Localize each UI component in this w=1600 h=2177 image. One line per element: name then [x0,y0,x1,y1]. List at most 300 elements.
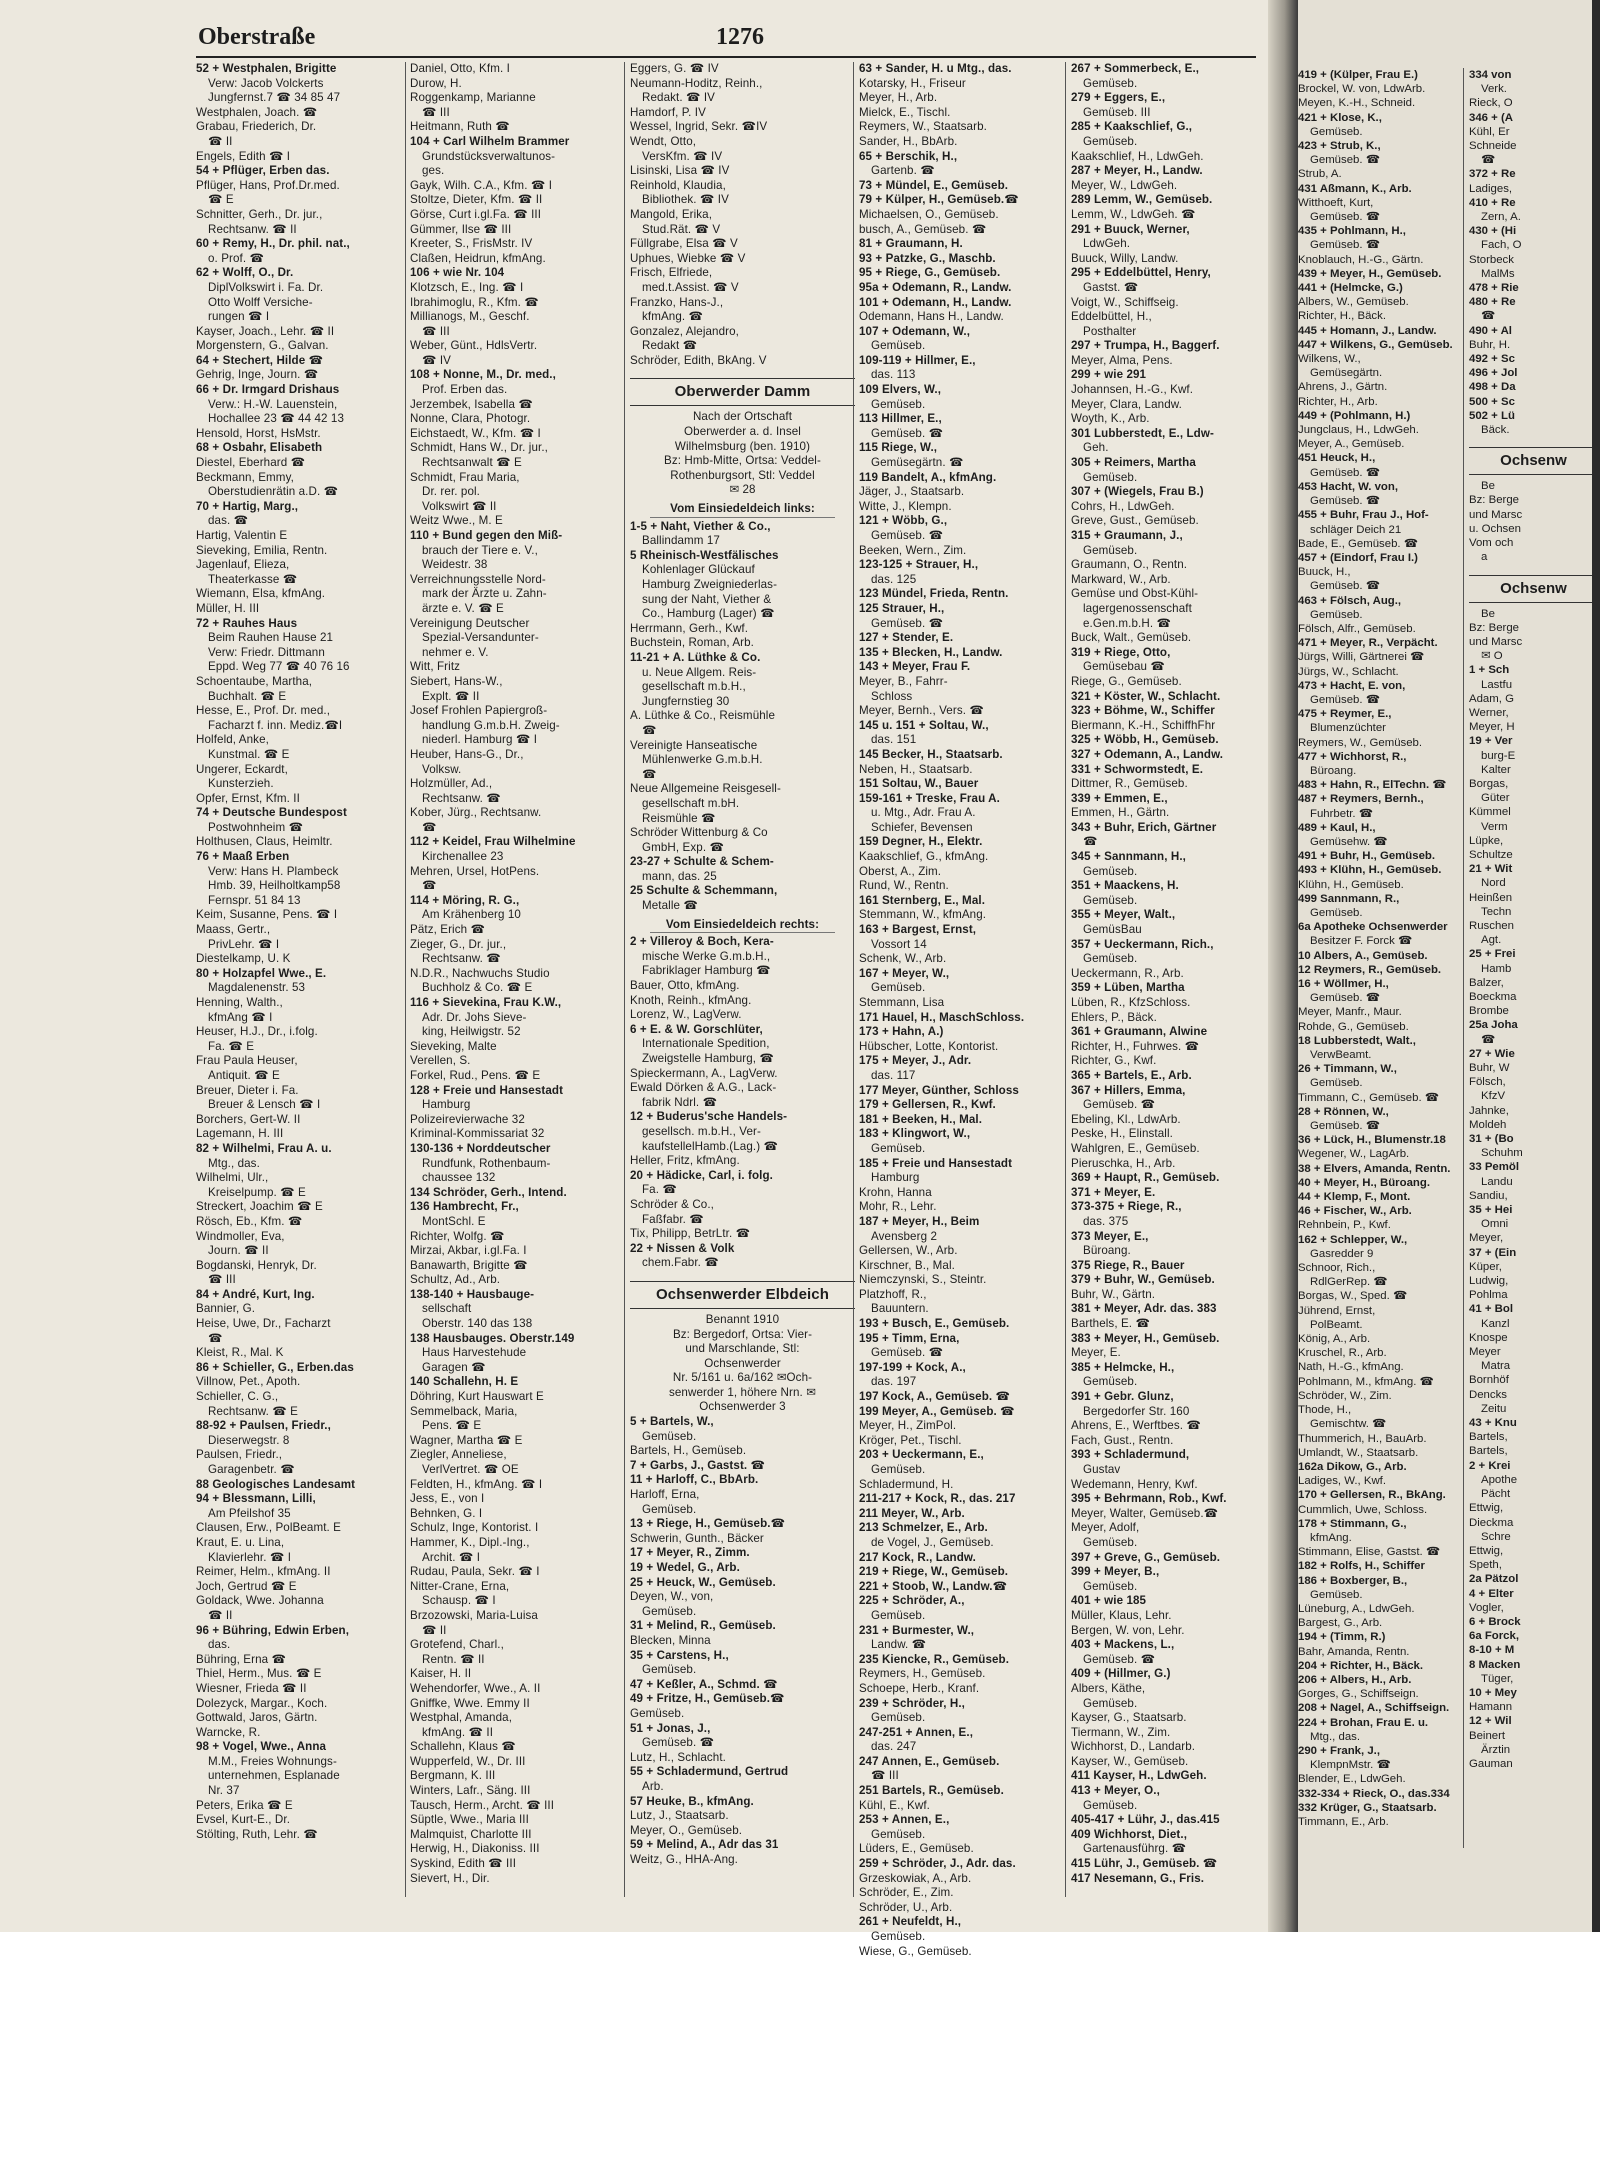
house-number-entry: 125 Strauer, H., [859,601,945,615]
entry-continuation: Internationale Spedition, [642,1037,770,1051]
entry-continuation: VerwBeamt. [1310,1049,1372,1062]
entry-continuation: ☎ III [422,324,450,338]
resident-entry: Mirzai, Akbar, i.gl.Fa. I [410,1244,527,1258]
entry-continuation: Bauuntern. [871,1302,929,1316]
house-number-entry: 44 + Klemp, F., Mont. [1298,1191,1411,1204]
entry-continuation: ✉ O [1481,650,1503,663]
house-number-entry: 52 + Westphalen, Brigitte [196,62,337,75]
resident-entry: Joch, Gertrud ☎ E [196,1579,297,1593]
house-number-entry: 13 + Riege, H., Gemüseb.☎ [630,1517,786,1531]
entry-continuation: Spezial-Versandunter- [422,631,539,645]
house-number-entry: 405-417 + Lühr, J., das.415 [1071,1813,1220,1827]
house-number-entry: 76 + Maaß Erben [196,850,290,864]
house-number-entry: 319 + Riege, Otto, [1071,645,1171,659]
entry-continuation: Gemüseb. [1083,1579,1138,1593]
entry-continuation: Kirchenallee 23 [422,850,504,864]
resident-entry: Hensold, Horst, HsMstr. [196,426,321,440]
house-number-entry: 371 + Meyer, E. [1071,1185,1156,1199]
house-number-entry: 417 Nesemann, G., Fris. [1071,1871,1205,1885]
resident-entry: Diestelkamp, U. K [196,952,291,966]
resident-entry: Ludwig, [1469,1275,1509,1288]
entry-continuation: Kanzl [1481,1317,1510,1330]
house-number-entry: 60 + Remy, H., Dr. phil. nat., [196,237,350,251]
house-number-entry: 327 + Odemann, A., Landw. [1071,747,1224,761]
resident-entry: Brzozowski, Maria-Luisa [410,1608,538,1622]
street-info-line: Wilhelmsburg (ben. 1910) [674,439,811,453]
entry-continuation: ☎ [642,767,657,781]
house-number-entry: 25a Joha [1469,1019,1518,1032]
house-number-entry: 213 Schmelzer, E., Arb. [859,1521,988,1535]
house-number-entry: 123-125 + Strauer, H., [859,558,979,572]
entry-continuation: Mühlenwerke G.m.b.H. [642,753,763,767]
house-number-entry: 193 + Busch, E., Gemüseb. [859,1317,1010,1331]
house-number-entry: 112 + Keidel, Frau Wilhelmine [410,835,576,849]
resident-entry: Lutz, J., Staatsarb. [630,1809,729,1823]
house-number-entry: 54 + Pflüger, Erben das. [196,164,330,178]
resident-entry: Heuber, Hans-G., Dr., [410,747,524,761]
house-number-entry: 334 von [1469,69,1512,81]
house-number-entry: 109 Elvers, W., [859,383,942,397]
house-number-entry: 289 Lemm, W., Gemüseb. [1071,193,1213,207]
resident-entry: Mehren, Ursel, HotPens. [410,864,540,878]
house-number-entry: 217 Kock, R., Landw. [859,1550,976,1564]
side-subheading: Vom Einsiedeldeich links: [650,502,835,518]
house-number-entry: 109-119 + Hillmer, E., [859,353,976,367]
house-number-entry: 82 + Wilhelmi, Frau A. u. [196,1141,332,1155]
street-section-heading: Ochsenw [1469,447,1598,475]
house-number-entry: 381 + Meyer, Adr. das. 383 [1071,1302,1217,1316]
resident-entry: Richter, Wolfg. ☎ [410,1229,505,1243]
entry-continuation: ☎ III [422,105,450,119]
resident-entry: Verreichnungsstelle Nord- [410,572,546,586]
entry-continuation: VersKfm. ☎ IV [642,149,723,163]
house-number-entry: 159-161 + Treske, Frau A. [859,791,1000,805]
resident-entry: Meyer, E. [1071,1346,1121,1360]
entry-continuation: ☎ IV [422,353,452,367]
entry-continuation: Bäck. [1481,424,1510,437]
resident-entry: Wagner, Martha ☎ E [410,1433,523,1447]
resident-entry: Gayk, Wilh. C.A., Kfm. ☎ I [410,178,553,192]
resident-entry: Meyer, Bernh., Vers. ☎ [859,704,984,718]
entry-continuation: Breuer & Lensch ☎ I [208,1098,321,1112]
resident-entry: Polizeirevierwache 32 [410,1112,525,1126]
house-number-entry: 81 + Graumann, H. [859,237,963,251]
entry-continuation: Garagen ☎ [422,1360,486,1374]
resident-entry: Gauman [1469,1757,1513,1770]
entry-continuation: ☎ [422,879,437,893]
resident-entry: Rösch, Eb., Kfm. ☎ [196,1214,303,1228]
house-number-entry: 1 + Sch [1469,664,1510,677]
entry-continuation: das. 247 [871,1740,917,1754]
entry-continuation: RdlGerRep. ☎ [1310,1276,1388,1289]
house-number-entry: 41 + Bol [1469,1303,1513,1316]
resident-entry: Tausch, Herm., Archt. ☎ III [410,1798,555,1812]
resident-entry: Oberst, A., Zim. [859,864,942,878]
resident-entry: Bannier, G. [196,1302,256,1316]
resident-entry: Meyer, B., Fahrr- [859,674,948,688]
resident-entry: Pohlmann, M., kfmAng. ☎ [1298,1375,1434,1388]
entry-continuation: Rechtsanw. ☎ II [208,222,297,236]
entry-continuation: o. Prof. ☎ [208,251,265,265]
house-number-entry: 235 Kiencke, R., Gemüseb. [859,1652,1010,1666]
house-number-entry: 379 + Buhr, W., Gemüseb. [1071,1273,1215,1287]
house-number-entry: 423 + Strub, K., [1298,140,1381,153]
entry-continuation: kfmAng ☎ I [208,1010,273,1024]
resident-entry: Fölsch, [1469,1076,1506,1089]
resident-entry: Lüneburg, A., LdwGeh. [1298,1602,1415,1615]
resident-entry: Wedemann, Henry, Kwf. [1071,1477,1198,1491]
resident-entry: Claßen, Heidrun, kfmAng. [410,251,546,265]
resident-entry: Gemüseb. [630,1706,685,1720]
resident-entry: Kröger, Pet., Tischl. [859,1433,962,1447]
entry-continuation: Matra [1481,1360,1511,1373]
resident-entry: Sieveking, Emilia, Rentn. [196,543,328,557]
resident-entry: Neben, H., Staatsarb. [859,762,973,776]
entry-continuation: Redakt ☎ [642,339,698,353]
house-number-entry: 498 + Da [1469,381,1516,394]
resident-entry: Buuck, Willy, Landw. [1071,251,1179,265]
house-number-entry: 430 + (Hi [1469,225,1517,238]
resident-entry: Meyer, A., Gemüseb. [1298,438,1405,451]
entry-continuation: chaussee 132 [422,1171,496,1185]
resident-entry: Herrmann, Gerh., Kwf. [630,621,749,635]
resident-entry: Ahrens, E., Werftbes. ☎ [1071,1419,1201,1433]
resident-entry: Mohr, R., Lehr. [859,1200,937,1214]
resident-entry: Kayser, G., Staatsarb. [1071,1711,1187,1725]
entry-continuation: Pens. ☎ E [422,1419,482,1433]
house-number-entry: 135 + Blecken, H., Landw. [859,645,1003,659]
resident-entry: Moldeh [1469,1118,1507,1131]
house-number-entry: 492 + Sc [1469,353,1515,366]
resident-entry: Meyer, H., ZimPol. [859,1419,957,1433]
resident-entry: Ladiges, W., Kwf. [1298,1475,1386,1488]
resident-entry: Meyer, H [1469,721,1515,734]
resident-entry: Platzhoff, R., [859,1287,927,1301]
entry-continuation: Jungfernst.7 ☎ 34 85 47 [208,91,341,105]
entry-continuation: ärzte e. V. ☎ E [422,601,504,615]
resident-entry: Heuser, H.J., Dr., i.folg. [196,1025,318,1039]
house-number-entry: 175 + Meyer, J., Adr. [859,1054,972,1068]
house-number-entry: 449 + (Pohlmann, H.) [1298,409,1411,422]
house-number-entry: 478 + Rie [1469,282,1519,295]
resident-entry: Wehendorfer, Wwe., A. II [410,1681,541,1695]
resident-entry: Jürgs, W., Schlacht. [1298,665,1399,678]
house-number-entry: 197-199 + Kock, A., [859,1360,966,1374]
entry-continuation: Gemüseb. ☎ [1310,580,1380,593]
house-number-entry: 199 Meyer, A., Gemüseb. ☎ [859,1404,1015,1418]
house-number-entry: 6a Forck, [1469,1630,1520,1643]
entry-continuation: Gemüseb. [1083,864,1138,878]
house-number-entry: 35 + Hei [1469,1204,1513,1217]
entry-continuation: Ballindamm 17 [642,534,720,548]
house-number-entry: 413 + Meyer, O., [1071,1784,1160,1798]
resident-entry: Kayser, Joach., Lehr. ☎ II [196,324,335,338]
entry-continuation: Gemüseb. [871,981,926,995]
house-number-entry: 94 + Blessmann, Lilli, [196,1492,316,1506]
resident-entry: Feldten, H., kfmAng. ☎ I [410,1477,543,1491]
entry-continuation: DiplVolkswirt i. Fa. Dr. [208,280,324,294]
entry-continuation: Tüger, [1481,1672,1514,1685]
directory-column-5 [1065,62,1271,1897]
resident-entry: Winters, Lafr., Säng. III [410,1784,531,1798]
house-number-entry: 441 + (Helmcke, G.) [1298,282,1403,295]
resident-entry: Buhr, W [1469,1062,1510,1074]
entry-continuation: Agt. [1481,934,1502,947]
house-number-entry: 475 + Reymer, E., [1298,708,1392,721]
house-number-entry: 493 + Klühn, H., Gemüseb. [1298,864,1442,877]
entry-continuation: Gemüseb. ☎ [1310,466,1380,479]
house-number-entry: 107 + Odemann, W., [859,324,971,338]
resident-entry: Kayser, W., Gemüseb. [1071,1754,1189,1768]
entry-continuation: Gastst. ☎ [1083,280,1139,294]
resident-entry: Adam, G [1469,692,1514,705]
resident-entry: Frisch, Elfriede, [630,266,713,280]
resident-entry: Ladiges, [1469,182,1513,195]
resident-entry: Malmquist, Charlotte III [410,1827,532,1841]
house-number-entry: 95a + Odemann, R., Landw. [859,280,1012,294]
resident-entry: Borgas, [1469,777,1509,790]
resident-entry: Grabau, Friederich, Dr. [196,120,317,134]
house-number-entry: 46 + Fischer, W., Arb. [1298,1205,1412,1218]
entry-continuation: Gemüseb. [871,1141,926,1155]
resident-entry: Rudau, Paula, Sekr. ☎ I [410,1565,540,1579]
resident-entry: Lemm, W., LdwGeh. ☎ [1071,207,1196,221]
entry-continuation: Fabriklager Hamburg ☎ [642,964,771,978]
house-number-entry: 138 Hausbauges. Oberstr.149 [410,1331,575,1345]
resident-entry: Richter, G., Kwf. [1071,1054,1157,1068]
entry-continuation: KlempnMstr. ☎ [1310,1759,1391,1772]
entry-continuation: Nr. 37 [208,1784,240,1798]
house-number-entry: 170 + Gellersen, R., BkAng. [1298,1489,1446,1502]
entry-continuation: Gemüseb. [871,339,926,353]
entry-continuation: mann, das. 25 [642,869,717,883]
resident-entry: Witte, J., Klempn. [859,499,952,513]
house-number-entry: 211-217 + Kock, R., das. 217 [859,1492,1016,1506]
house-number-entry: 121 + Wöbb, G., [859,514,948,528]
resident-entry: Peters, Erika ☎ E [196,1798,293,1812]
resident-entry: Blecken, Minna [630,1633,711,1647]
house-number-entry: 447 + Wilkens, G., Gemüseb. [1298,338,1453,351]
house-number-entry: 339 + Emmen, E., [1071,791,1168,805]
resident-entry: Buuck, H., [1298,566,1351,579]
directory-column-1 [196,62,401,1897]
house-number-entry: 297 + Trumpa, H., Baggerf. [1071,339,1220,353]
resident-entry: Roggenkamp, Marianne [410,91,536,105]
resident-entry: Kriminal-Kommissariat 32 [410,1127,545,1141]
house-number-entry: 204 + Richter, H., Bäck. [1298,1659,1424,1672]
resident-entry: Behnken, G. I [410,1506,483,1520]
house-number-entry: 187 + Meyer, H., Beim [859,1214,980,1228]
entry-continuation: Rentn. ☎ II [422,1652,485,1666]
resident-entry: Durow, H. [410,76,462,90]
resident-entry: Neumann-Hoditz, Reinh., [630,76,763,90]
house-number-entry: 291 + Buuck, Werner, [1071,222,1190,236]
house-number-entry: 70 + Hartig, Marg., [196,499,299,513]
resident-entry: Kotarsky, H., Friseur [859,76,966,90]
house-number-entry: 203 + Ueckermann, E., [859,1448,984,1462]
entry-continuation: Vossort 14 [871,937,927,951]
entry-continuation: Kreiselpump. ☎ E [208,1185,306,1199]
resident-entry: Eggers, G. ☎ IV [630,62,719,75]
house-number-entry: 251 Bartels, R., Gemüseb. [859,1784,1004,1798]
house-number-entry: 25 + Frei [1469,948,1516,961]
resident-entry: Gonzalez, Alejandro, [630,324,739,338]
entry-continuation: Hamb [1481,962,1512,975]
resident-entry: Meyer, Alma, Pens. [1071,353,1173,367]
resident-entry: Bartels, H., Gemüseb. [630,1444,747,1458]
house-number-entry: 115 Riege, W., [859,441,938,455]
resident-entry: Richter, H., Arb. [1298,395,1378,408]
resident-entry: Pflüger, Hans, Prof.Dr.med. [196,178,340,192]
entry-continuation: Verw: Hans H. Plambeck [208,864,339,878]
entry-continuation: Gemüseb. [1083,1798,1138,1812]
resident-entry: Ettwig, [1469,1502,1504,1515]
entry-continuation: Fernspr. 51 84 13 [208,893,301,907]
entry-continuation: Kunsterzieh. [208,777,274,791]
resident-entry: Spieckermann, A., LagVerw. [630,1066,778,1080]
entry-continuation: Gemüseb. [871,1930,926,1943]
resident-entry: Bartels, [1469,1431,1508,1444]
entry-continuation: das. 197 [871,1375,917,1389]
resident-entry: Breuer, Dieter i. Fa. [196,1083,299,1097]
entry-continuation: Zeitu [1481,1402,1507,1415]
entry-continuation: sellschaft [422,1302,472,1316]
house-number-entry: 28 + Rönnen, W., [1298,1105,1389,1118]
entry-continuation: ☎ [642,723,657,737]
entry-continuation: Gemüseb. [1083,952,1138,966]
house-number-entry: 33 Pemöl [1469,1161,1520,1174]
resident-entry: Maass, Gertr., [196,923,271,937]
entry-continuation: Buchhalt. ☎ E [208,689,287,703]
house-number-entry: 299 + wie 291 [1071,368,1147,382]
resident-entry: Kaiser, H. II [410,1667,472,1681]
house-number-entry: 409 + (Hillmer, G.) [1071,1667,1171,1681]
house-number-entry: 182 + Rolfs, H., Schiffer [1298,1560,1425,1573]
entry-continuation: Am Pfeilshof 35 [208,1506,291,1520]
resident-entry: Richter, H., Fuhrwes. ☎ [1071,1039,1200,1053]
entry-continuation: KfzV [1481,1090,1506,1103]
house-number-entry: 259 + Schröder, J., Adr. das. [859,1857,1016,1871]
resident-entry: Markward, W., Arb. [1071,572,1171,586]
resident-entry: Vogler, [1469,1601,1504,1614]
house-number-entry: 391 + Gebr. Glunz, [1071,1390,1174,1404]
resident-entry: Grotefend, Charl., [410,1638,504,1652]
resident-entry: Pätz, Erich ☎ [410,923,486,937]
street-info-line: ✉ 28 [729,483,756,497]
resident-entry: Meyer, W., LdwGeh. [1071,178,1178,192]
entry-continuation: ☎ [1083,835,1098,849]
resident-entry: Jess, E., von I [410,1492,485,1506]
resident-entry: Rohde, G., Gemüseb. [1298,1020,1409,1033]
street-section-heading: Ochsenwerder Elbdeich [630,1281,855,1309]
house-number-entry: 113 Hillmer, E., [859,412,942,426]
house-number-entry: 393 + Schladermund, [1071,1448,1190,1462]
resident-entry: Holfeld, Anke, [196,733,269,747]
resident-entry: Schneide [1469,140,1517,153]
resident-entry: Bühring, Erna ☎ [196,1652,287,1666]
house-number-entry: 451 Heuck, H., [1298,452,1376,465]
house-number-entry: 8 Macken [1469,1658,1521,1671]
resident-entry: Albers, Käthe, [1071,1681,1146,1695]
entry-continuation: Fa. ☎ [642,1183,677,1197]
street-title: Oberstraße [198,24,316,50]
resident-entry: Holzmüller, Ad., [410,777,493,791]
resident-entry: Nath, H.-G., kfmAng. [1298,1361,1404,1374]
resident-entry: Paulsen, Friedr., [196,1448,283,1462]
house-number-entry: 18 Lubberstedt, Walt., [1298,1034,1416,1047]
resident-entry: Stemmann, Lisa [859,996,945,1009]
entry-continuation: PolBeamt. [1310,1318,1363,1331]
entry-continuation: Kohlenlager Glückauf [642,563,755,577]
house-number-entry: 385 + Helmcke, H., [1071,1360,1175,1374]
entry-continuation: Gemüseb. III [1083,105,1151,119]
resident-entry: Klühn, H., Gemüseb. [1298,878,1404,891]
entry-continuation: Gemüseb. [1310,1588,1363,1601]
entry-continuation: Gemüseb. ☎ [642,1736,715,1750]
entry-continuation: Weidestr. 38 [422,558,488,572]
resident-entry: Wendt, Otto, [630,134,697,148]
house-number-entry: 12 + Wil [1469,1715,1512,1728]
entry-continuation: schläger Deich 21 [1310,523,1402,536]
house-number-entry: 331 + Schwormstedt, E. [1071,762,1204,776]
house-number-entry: 463 + Fölsch, Aug., [1298,594,1402,607]
house-number-entry: 6a Apotheke Ochsenwerder [1298,921,1448,934]
directory-column-3 [624,62,855,1897]
resident-entry: Frau Paula Heuser, [196,1054,298,1068]
entry-continuation: ☎ [1481,1033,1496,1046]
resident-entry: Reimer, Helm., kfmAng. II [196,1565,331,1579]
resident-entry: Reymers, W., Staatsarb. [859,120,987,134]
resident-entry: Millianogs, M., Geschf. [410,310,530,324]
house-number-entry: 332-334 + Rieck, O., das.334 [1298,1787,1450,1800]
resident-entry: Blender, E., LdwGeh. [1298,1773,1406,1786]
entry-continuation: Volksw. [422,762,462,776]
resident-entry: Eddelbüttel, H., [1071,310,1152,324]
resident-entry: Schmidt, Frau Maria, [410,470,520,484]
resident-entry: Uphues, Wiebke ☎ V [630,251,746,265]
entry-continuation: LdwGeh. [1083,237,1131,251]
page-header [196,22,1256,58]
entry-continuation: Journ. ☎ II [208,1244,269,1258]
house-number-entry: 27 + Wie [1469,1047,1515,1060]
entry-continuation: Schuhm [1481,1147,1523,1160]
house-number-entry: 151 Soltau, W., Bauer [859,777,979,791]
resident-entry: Ziegler, Anneliese, [410,1448,507,1462]
entry-continuation: rungen ☎ I [208,310,270,324]
resident-entry: Hammer, K., Dipl.-Ing., [410,1535,530,1549]
resident-entry: Gorges, G., Schiffseign. [1298,1688,1419,1701]
entry-continuation: ☎ E [208,193,234,207]
entry-continuation: Rechtsanw. ☎ E [208,1404,298,1418]
resident-entry: Schröder, Edith, BkAng. V [630,353,767,367]
entry-continuation: niederl. Hamburg ☎ I [422,733,538,747]
resident-entry: Bargest, G., Arb. [1298,1617,1383,1630]
entry-continuation: Faßfabr. ☎ [642,1212,704,1226]
resident-entry: Schröder, E., Zim. [859,1886,954,1900]
entry-continuation: Besitzer F. Forck ☎ [1310,935,1413,948]
resident-entry: Reinhold, Klaudia, [630,178,726,192]
resident-entry: Borchers, Gert-W. II [196,1112,301,1126]
house-number-entry: 88 Geologisches Landesamt [196,1477,356,1491]
house-number-entry: 445 + Homann, J., Landw. [1298,324,1437,337]
entry-continuation: das. 125 [871,572,917,586]
entry-continuation: Gemischtw. ☎ [1310,1418,1387,1431]
house-number-entry: 49 + Fritze, H., Gemüseb.☎ [630,1692,785,1706]
house-number-entry: 431 Aßmann, K., Arb. [1298,182,1412,195]
entry-continuation: Explt. ☎ II [422,689,480,703]
house-number-entry: 93 + Patzke, G., Maschb. [859,251,996,265]
house-number-entry: 502 + Lü [1469,409,1515,422]
